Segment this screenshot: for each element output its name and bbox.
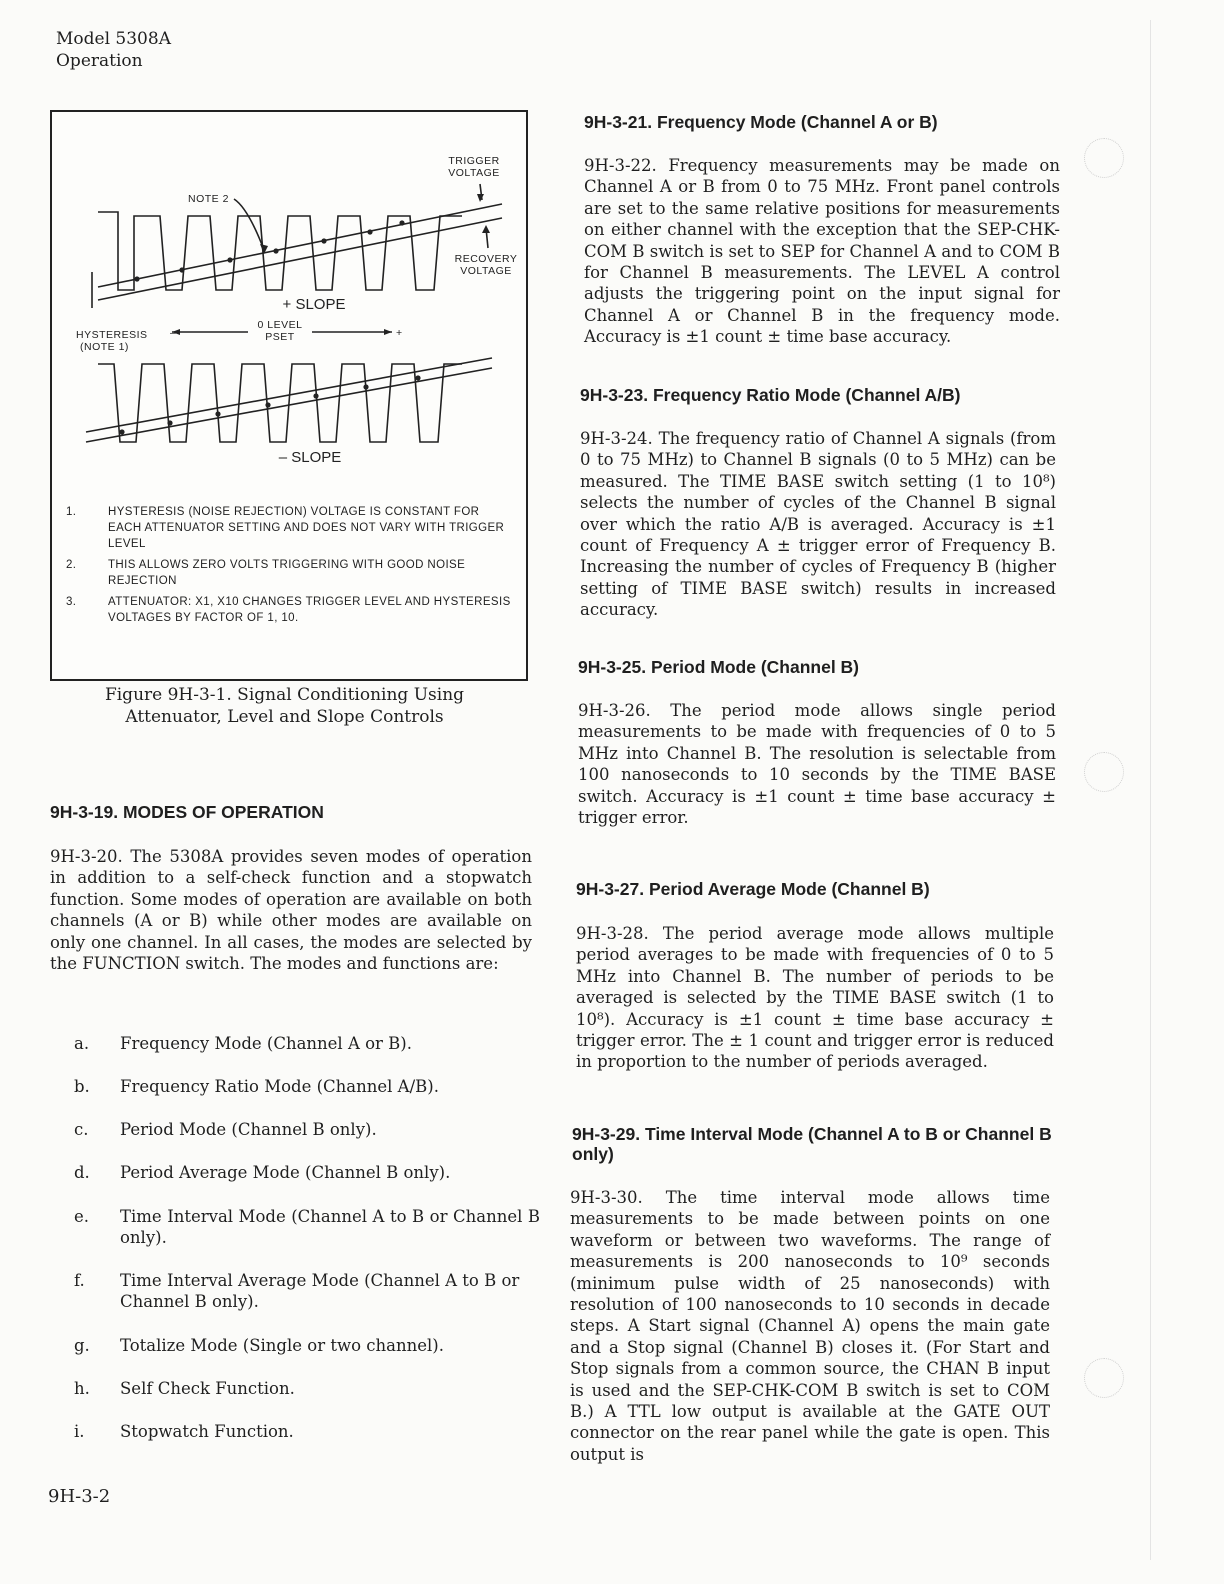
paragraph-9h-3-30: 9H-3-30. The time interval mode allows time measurements to be made between points on one waveform or between two waveforms. The range of measurements is 200 nanoseconds to 10⁹ seconds (minimum pulse width of 25 nanoseconds) with resolution of 100 nanoseconds to 10 seconds in decade steps. A Start signal (Channel A) opens the main gate and a Stop signal (Channel B) closes it. (For Start and Stop signals from a common source, the CHAN B input is used and the SEP-CHK-COM B switch is set to COM B.) A TTL low output is available at the GATE OUT connector on the rear panel while the gate is open. This output is — [570, 1188, 1050, 1464]
list-item-letter: h. — [74, 1379, 90, 1398]
note-number: 3. — [66, 596, 77, 608]
list-item-letter: c. — [74, 1120, 89, 1139]
paragraph-9h-3-26: 9H-3-26. The period mode allows single period measurements to be made with frequencies of 0 to 5 MHz into Channel B. The resolution is selectable from 100 nanoseconds to 10 seconds by the TIME BASE switch. Accuracy is ±1 count ± time base accuracy ± trigger error. — [578, 701, 1056, 828]
page-edge-line — [1150, 20, 1151, 1560]
list-item-letter: f. — [74, 1271, 85, 1290]
caption-line-2: Attenuator, Level and Slope Controls — [125, 707, 444, 727]
figure-signal-conditioning — [50, 110, 528, 681]
list-item-letter: g. — [74, 1336, 90, 1355]
label-minus-slope: – SLOPE — [278, 449, 342, 466]
minus-trigger-line-1 — [86, 358, 492, 432]
label-recovery-2: VOLTAGE — [460, 265, 512, 277]
plus-recovery-line — [98, 218, 502, 300]
list-item-letter: i. — [74, 1422, 85, 1441]
list-item-text: Totalize Mode (Single or two channel). — [120, 1336, 444, 1355]
header-model: Model 5308A — [56, 29, 171, 49]
list-item-text: Stopwatch Function. — [120, 1422, 294, 1441]
note-text: THIS ALLOWS ZERO VOLTS TRIGGERING WITH GOOD NOISE REJECTION — [108, 559, 466, 587]
note-text: HYSTERESIS (NOISE REJECTION) VOLTAGE IS CONSTANT FOR EACH ATTENUATOR SETTING AND DOES NOT VARY WITH TRIGGER LEVEL — [108, 506, 505, 550]
header-section: Operation — [56, 51, 143, 71]
list-item-text: Time Interval Average Mode (Channel A to B or Channel B only). — [120, 1271, 520, 1311]
paragraph-9h-3-24: 9H-3-24. The frequency ratio of Channel A signals (from 0 to 75 MHz) to Channel B signals (0 to 5 MHz) can be measured. The TIME BASE switch setting (1 to 10⁸) selects the number of cycles of the Channel B signal over which the ratio A/B is averaged. Accuracy is ±1 count of Frequency A ± trigger error of Frequency B. Increasing the number of cycles of Frequency B (higher setting of TIME BASE switch) results in increased accuracy. — [580, 429, 1056, 620]
list-item-text: Self Check Function. — [120, 1379, 295, 1398]
note2-arrow — [234, 199, 264, 250]
label-trigger-voltage-1: TRIGGER — [448, 155, 500, 167]
waveform-diagram — [52, 112, 526, 502]
paragraph-9h-3-20: 9H-3-20. The 5308A provides seven modes of operation in addition to a self-check function and a stopwatch function. Some modes of operation are available on both channels (A or B) while other modes are available on only one channel. In all cases, the modes are selected by the FUNCTION switch. The modes and functions are: — [50, 847, 532, 974]
label-hysteresis-1: HYSTERESIS — [76, 329, 148, 341]
label-level: 0 LEVEL — [257, 319, 303, 331]
label-recovery-1: RECOVERY — [454, 253, 518, 265]
label-note2: NOTE 2 — [188, 193, 229, 205]
page-header — [56, 28, 171, 72]
list-item-text: Period Mode (Channel B only). — [120, 1120, 377, 1139]
figure-notes — [66, 504, 516, 631]
punch-hole — [1084, 1358, 1124, 1398]
label-plus-slope: + SLOPE — [282, 296, 346, 313]
paragraph-9h-3-28: 9H-3-28. The period average mode allows multiple period averages to be made with frequencies of 0 to 5 MHz into Channel B. The number of periods to be averaged is selected by the TIME BASE switch (1 to 10⁸). Accuracy is ±1 count ± time base accuracy ± trigger error. The ± 1 count and trigger error is reduced in proportion to the number of periods averaged. — [576, 924, 1054, 1072]
caption-line-1: Figure 9H-3-1. Signal Conditioning Using — [104, 685, 465, 705]
list-item-letter: a. — [74, 1034, 90, 1053]
paragraph-9h-3-22: 9H-3-22. Frequency measurements may be made on Channel A or B from 0 to 75 MHz. Front panel controls are set to the same relative positions for measurements on either channel with the exception that the SEP-CHK-COM B switch is set to SEP for Channel A and to COM B for Channel B measurements. The LEVEL A control adjusts the triggering point on the input signal for Channel A or Channel B in the frequency mode. Accuracy is ±1 count ± time base accuracy. — [584, 156, 1060, 347]
figure-note — [66, 594, 516, 626]
label-plus: + — [396, 327, 403, 339]
label-minus: – — [170, 327, 177, 339]
figure-note — [66, 557, 516, 589]
heading-9h-3-23: 9H-3-23. Frequency Ratio Mode (Channel A/B) — [580, 385, 961, 405]
heading-9h-3-25: 9H-3-25. Period Mode (Channel B) — [578, 657, 860, 677]
list-item-letter: e. — [74, 1207, 90, 1226]
label-hysteresis-2: (NOTE 1) — [80, 341, 129, 353]
heading-9h-3-27: 9H-3-27. Period Average Mode (Channel B) — [576, 879, 930, 899]
heading-modes-of-operation: 9H-3-19. MODES OF OPERATION — [50, 802, 324, 822]
punch-hole — [1084, 138, 1124, 178]
list-item-letter: b. — [74, 1077, 90, 1096]
note-number: 1. — [66, 506, 77, 518]
page-number: 9H-3-2 — [48, 1486, 111, 1507]
minus-trigger-line-2 — [86, 368, 492, 442]
list-item-text: Frequency Ratio Mode (Channel A/B). — [120, 1077, 439, 1096]
list-item-text: Frequency Mode (Channel A or B). — [120, 1034, 412, 1053]
note-number: 2. — [66, 559, 77, 571]
punch-hole — [1084, 752, 1124, 792]
figure-note — [66, 504, 516, 552]
figure-caption — [62, 684, 507, 728]
list-item-text: Period Average Mode (Channel B only). — [120, 1163, 451, 1182]
heading-9h-3-29: 9H-3-29. Time Interval Mode (Channel A to B or Channel B only) — [572, 1124, 1052, 1164]
note-text: ATTENUATOR: X1, X10 CHANGES TRIGGER LEVEL AND HYSTERESIS VOLTAGES BY FACTOR OF 1, 10. — [108, 596, 511, 624]
list-item-text: Time Interval Mode (Channel A to B or Channel B only). — [120, 1207, 540, 1247]
list-item-letter: d. — [74, 1163, 90, 1182]
label-trigger-voltage-2: VOLTAGE — [448, 167, 500, 179]
label-pset: PSET — [265, 331, 295, 343]
heading-9h-3-21: 9H-3-21. Frequency Mode (Channel A or B) — [584, 112, 938, 132]
